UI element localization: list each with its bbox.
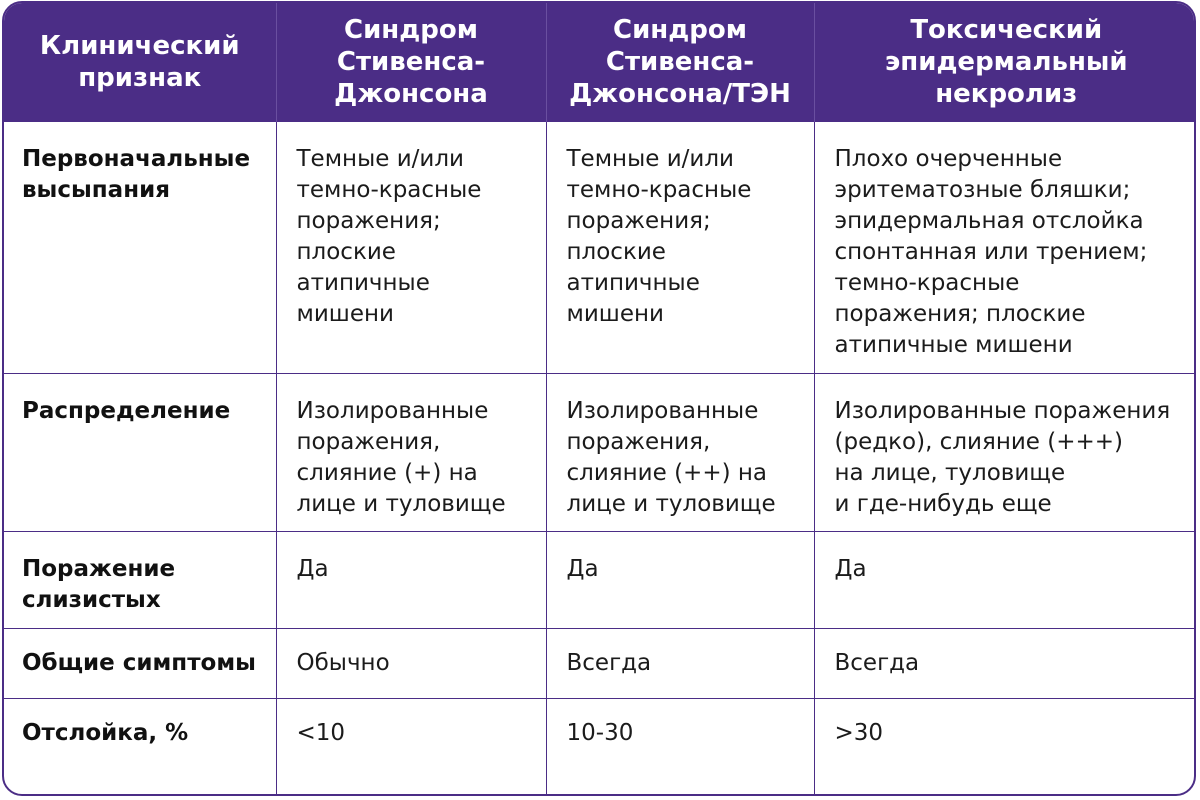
table-cell: Темные и/или темно-красные поражения; плоские атипичные мишени bbox=[276, 121, 546, 373]
table-cell: Всегда bbox=[546, 628, 814, 698]
table-cell: Да bbox=[814, 531, 1196, 628]
table-cell: Всегда bbox=[814, 628, 1196, 698]
header-ten: Токсический эпидермальный некролиз bbox=[814, 3, 1196, 121]
table-cell: <10 bbox=[276, 698, 546, 794]
row-label: Общие симптомы bbox=[4, 628, 276, 698]
header-sjs: Синдром Стивенса- Джонсона bbox=[276, 3, 546, 121]
table-cell: Плохо очерченные эритематозные бляшки; эпидермальная отслойка спонтанная или трением; темно-красные поражения; плоские атипичные мишени bbox=[814, 121, 1196, 373]
row-label: Поражение слизистых bbox=[4, 531, 276, 628]
table-row bbox=[4, 531, 1196, 628]
row-label: Распределение bbox=[4, 373, 276, 531]
table-cell: Обычно bbox=[276, 628, 546, 698]
comparison-table bbox=[4, 3, 1196, 794]
row-label: Первоначальные высыпания bbox=[4, 121, 276, 373]
table-cell: Изолированные поражения (редко), слияние (+++) на лице, туловище и где-нибудь еще bbox=[814, 373, 1196, 531]
table-row bbox=[4, 628, 1196, 698]
header-clinical-sign: Клинический признак bbox=[4, 3, 276, 121]
table-row bbox=[4, 698, 1196, 794]
table-cell: Темные и/или темно-красные поражения; плоские атипичные мишени bbox=[546, 121, 814, 373]
table-cell: 10-30 bbox=[546, 698, 814, 794]
row-label: Отслойка, % bbox=[4, 698, 276, 794]
comparison-table-container bbox=[2, 1, 1196, 796]
table-cell: Изолированные поражения, слияние (++) на лице и туловище bbox=[546, 373, 814, 531]
header-sjs-ten: Синдром Стивенса- Джонсона/ТЭН bbox=[546, 3, 814, 121]
table-header-row bbox=[4, 3, 1196, 121]
table-row bbox=[4, 373, 1196, 531]
table-cell: Да bbox=[276, 531, 546, 628]
table-cell: Изолированные поражения, слияние (+) на лице и туловище bbox=[276, 373, 546, 531]
table-cell: >30 bbox=[814, 698, 1196, 794]
table-cell: Да bbox=[546, 531, 814, 628]
table-row bbox=[4, 121, 1196, 373]
